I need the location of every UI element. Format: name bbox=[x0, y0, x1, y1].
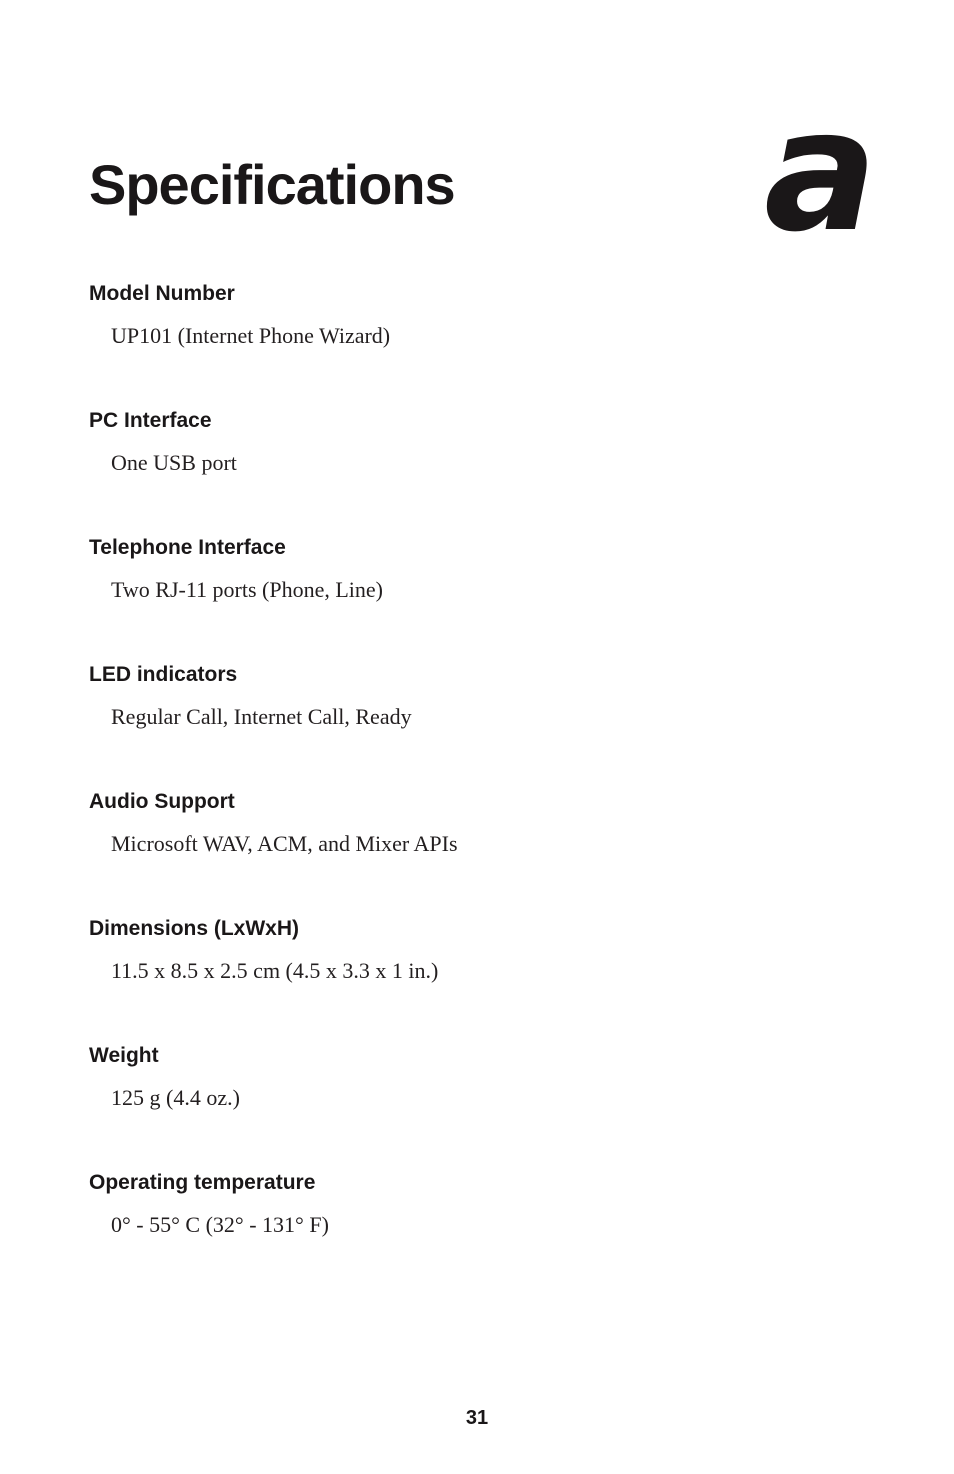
spec-telephone-interface bbox=[89, 533, 869, 660]
spec-dimensions bbox=[89, 914, 869, 1041]
spec-operating-temperature bbox=[89, 1168, 869, 1295]
spec-label: Audio Support bbox=[89, 790, 235, 813]
page-title: Specifications bbox=[89, 153, 455, 216]
spec-value: 125 g (4.4 oz.) bbox=[111, 1085, 240, 1110]
spec-value: 0° - 55° C (32° - 131° F) bbox=[111, 1212, 329, 1237]
spec-weight bbox=[89, 1041, 869, 1168]
spec-label: Dimensions (LxWxH) bbox=[89, 917, 300, 940]
spec-list bbox=[89, 279, 869, 1295]
spec-value: One USB port bbox=[111, 450, 237, 475]
spec-label: Operating temperature bbox=[89, 1171, 316, 1194]
spec-value: Two RJ-11 ports (Phone, Line) bbox=[111, 577, 384, 602]
spec-value: Regular Call, Internet Call, Ready bbox=[111, 704, 412, 729]
spec-value: Microsoft WAV, ACM, and Mixer APIs bbox=[111, 831, 458, 856]
spec-label: LED indicators bbox=[89, 663, 238, 686]
spec-label: Model Number bbox=[89, 282, 235, 305]
page-number: 31 bbox=[465, 1407, 489, 1429]
spec-value: UP101 (Internet Phone Wizard) bbox=[111, 323, 391, 348]
spec-value: 11.5 x 8.5 x 2.5 cm (4.5 x 3.3 x 1 in.) bbox=[111, 958, 439, 983]
spec-model-number bbox=[89, 279, 869, 406]
spec-label: Weight bbox=[89, 1044, 159, 1067]
spec-pc-interface bbox=[89, 406, 869, 533]
spec-audio-support bbox=[89, 787, 869, 914]
spec-led-indicators bbox=[89, 660, 869, 787]
spec-label: PC Interface bbox=[89, 409, 212, 432]
appendix-letter: a bbox=[764, 73, 874, 269]
spec-label: Telephone Interface bbox=[89, 536, 286, 559]
